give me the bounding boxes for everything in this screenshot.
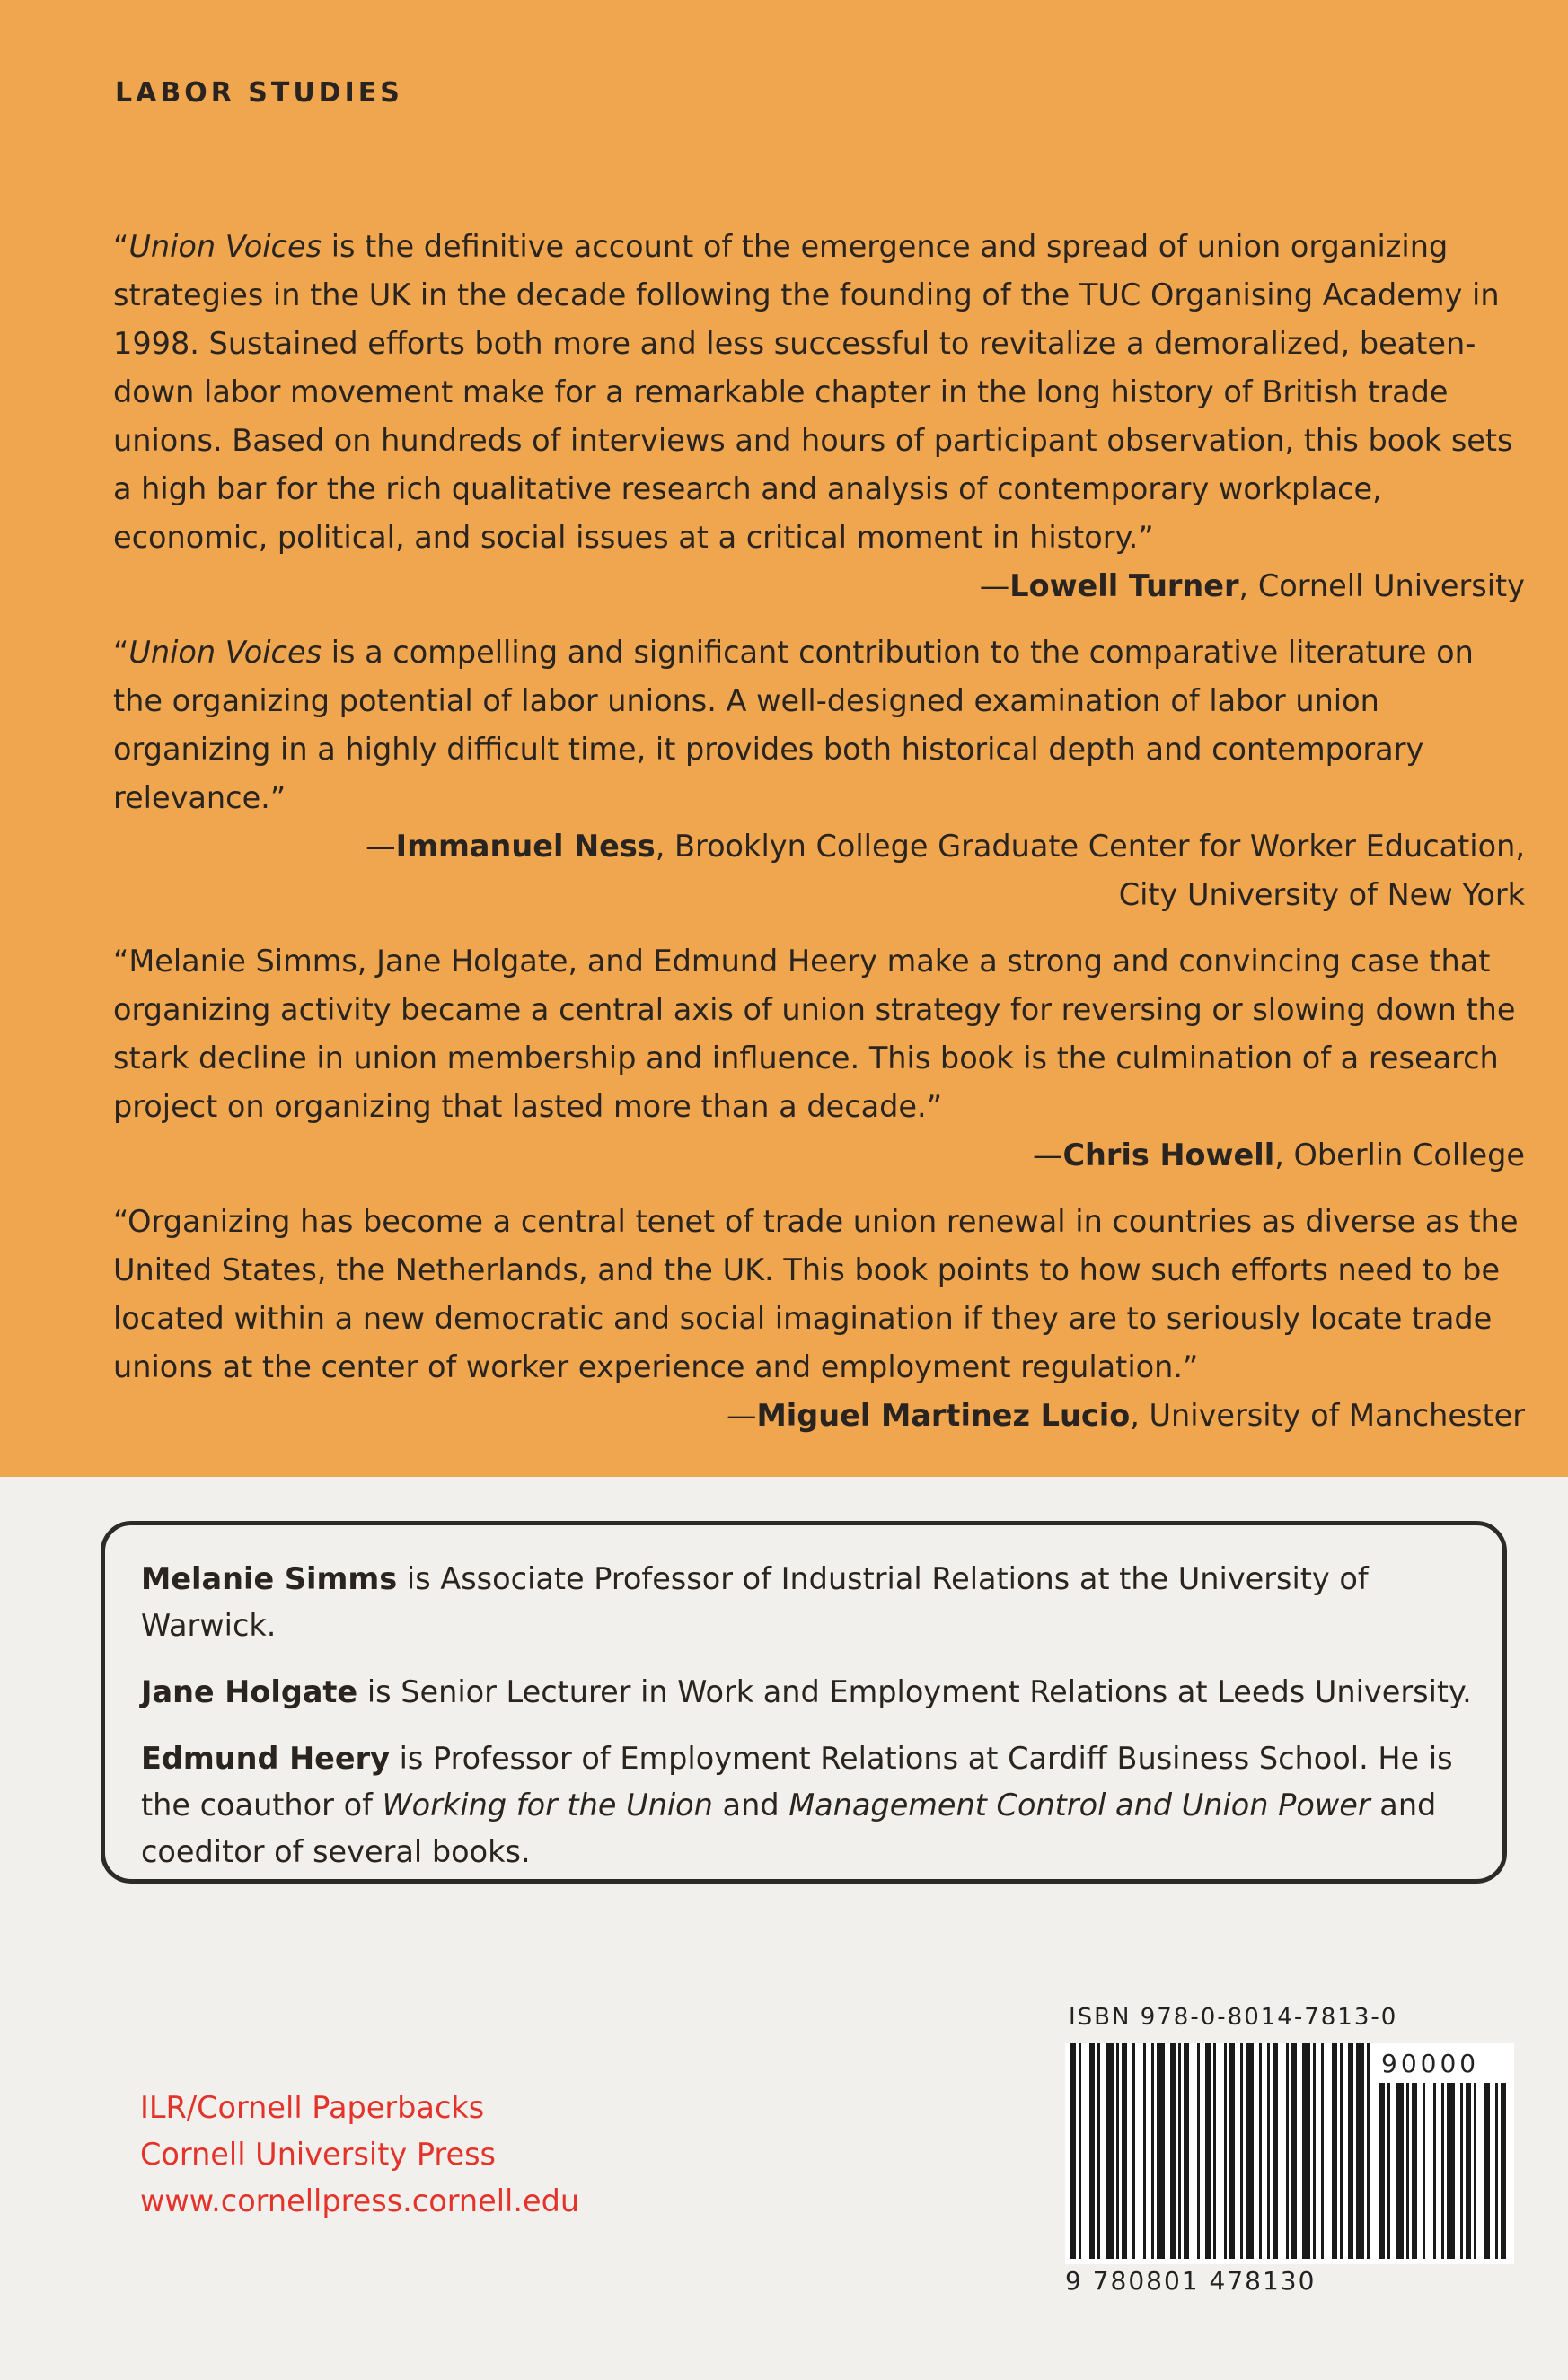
barcode-bar	[1070, 2043, 1076, 2259]
barcode-bar	[1340, 2043, 1343, 2259]
quote-book-title: Union Voices	[128, 229, 322, 264]
barcode-bar	[1197, 2043, 1200, 2259]
category-label: LABOR STUDIES	[115, 77, 403, 109]
quote-mark: “	[113, 1204, 128, 1239]
publisher-website[interactable]: www.cornellpress.cornell.edu	[140, 2183, 580, 2218]
barcode-bar	[1122, 2043, 1127, 2259]
addon-barcode-bar	[1379, 2083, 1385, 2259]
barcode-bar	[1229, 2043, 1235, 2259]
book-title: Working for the Union	[382, 1787, 713, 1822]
endorsement-attribution	[113, 562, 1525, 610]
endorser-name: Immanuel Ness	[395, 829, 656, 864]
addon-barcode-bar	[1460, 2083, 1463, 2259]
author-name: Melanie Simms	[141, 1561, 398, 1596]
barcode-bar	[1157, 2043, 1165, 2259]
quote-mark: “	[113, 944, 129, 979]
barcode-bar	[1367, 2043, 1370, 2259]
endorsement-3	[113, 937, 1525, 1180]
author-bio	[141, 1735, 1479, 1875]
addon-barcode-bar	[1423, 2083, 1425, 2259]
addon-barcode-bar	[1466, 2083, 1471, 2259]
quote-text: Organizing has become a central tenet of trade union renewal in countries as diverse as the United States, the Netherlands, and the UK. This book points to how such efforts need to be located within a new democratic and social imagination if they are to seriously locate trade unions at the center of worker experience and employment regulation.”	[113, 1204, 1519, 1384]
endorser-affiliation: , Cornell University	[1238, 568, 1525, 603]
author-bio-text: is Associate Professor of Industrial Relations at the University of Warwick.	[141, 1561, 1369, 1643]
addon-barcode-bar	[1495, 2083, 1498, 2259]
addon-barcode-bar	[1396, 2083, 1404, 2259]
barcode-bar	[1213, 2043, 1216, 2259]
endorsement-1	[113, 223, 1525, 610]
endorser-affiliation: , Oberlin College	[1274, 1137, 1525, 1172]
barcode-digits: 9 780801 478130	[1065, 2266, 1317, 2296]
barcode-bar	[1291, 2043, 1297, 2259]
barcode-bar	[1246, 2043, 1254, 2259]
barcode-bar	[1224, 2043, 1227, 2259]
quote-book-title: Union Voices	[128, 635, 322, 670]
addon-barcode-bar	[1441, 2083, 1444, 2259]
barcode-bar	[1184, 2043, 1189, 2259]
quote-text: is the definitive account of the emergence and spread of union organizing strategies in the UK in the decade following the founding of the TUC Organising Academy in 1998. Sustained efforts both more and less successful to revitalize a demoralized, beaten-down labor movement make for a remarkable chapter in the long history of British trade unions. Based on hundreds of interviews and hours of participant observation, this book sets a high bar for the rich qualitative research and analysis of contemporary workplace, economic, political, and social issues at a critical moment in history.”	[113, 229, 1513, 555]
book-title: Management Control and Union Power	[788, 1787, 1370, 1822]
endorsements	[113, 223, 1525, 1458]
endorsement-quote	[113, 628, 1525, 822]
author-bio-text: and	[712, 1787, 789, 1822]
isbn-label: ISBN 978-0-8014-7813-0	[1069, 2004, 1398, 2031]
barcode-bar	[1321, 2043, 1324, 2259]
dash: —	[366, 829, 396, 864]
barcode-bar	[1286, 2043, 1289, 2259]
endorser-name: Lowell Turner	[1009, 568, 1239, 603]
endorser-name: Miguel Martinez Lucio	[756, 1398, 1131, 1433]
quote-mark: “	[113, 635, 129, 670]
author-bio-text: and coeditor of several books.	[141, 1787, 1437, 1869]
barcode-bar	[1348, 2043, 1353, 2259]
barcode-bar	[1106, 2043, 1114, 2259]
addon-barcode-bar	[1447, 2083, 1455, 2259]
endorsement-quote	[113, 1198, 1525, 1392]
addon-barcode-bar	[1433, 2083, 1436, 2259]
barcode-bar	[1170, 2043, 1176, 2259]
publisher-imprint: ILR/Cornell Paperbacks	[140, 2090, 485, 2125]
barcode-bar	[1116, 2043, 1119, 2259]
quote-mark: “	[113, 229, 129, 264]
endorsement-attribution	[113, 1131, 1525, 1180]
author-name: Jane Holgate	[141, 1674, 358, 1709]
endorsement-attribution	[113, 822, 1525, 919]
endorsement-4	[113, 1198, 1525, 1440]
price-code: 90000	[1381, 2049, 1480, 2078]
addon-barcode-bar	[1501, 2083, 1506, 2259]
barcode-bar	[1132, 2043, 1135, 2259]
endorser-affiliation-line2: City University of New York	[1118, 877, 1525, 912]
publisher-press: Cornell University Press	[140, 2137, 496, 2172]
barcode-bar	[1267, 2043, 1270, 2259]
barcode-bar	[1302, 2043, 1310, 2259]
endorser-name: Chris Howell	[1062, 1137, 1275, 1172]
endorser-affiliation: , Brooklyn College Graduate Center for Worker Education,	[655, 829, 1525, 864]
endorsement-2	[113, 628, 1525, 919]
barcode-bar	[1332, 2043, 1337, 2259]
barcode-bar	[1151, 2043, 1154, 2259]
endorsement-quote	[113, 223, 1525, 562]
dash: —	[1032, 1137, 1063, 1172]
addon-barcode-bar	[1387, 2083, 1390, 2259]
quote-text: is a compelling and significant contribution to the comparative literature on the organizing potential of labor unions. A well-designed examination of labor union organizing in a highly difficult time, it provides both historical depth and contemporary relevance.”	[113, 635, 1474, 815]
dash: —	[979, 568, 1010, 603]
dash: —	[726, 1398, 757, 1433]
barcode-bar	[1356, 2043, 1364, 2259]
endorsement-quote	[113, 937, 1525, 1131]
author-bio-box	[101, 1521, 1507, 1884]
barcode-bar	[1178, 2043, 1181, 2259]
barcode-bar	[1205, 2043, 1211, 2259]
addon-barcode-bar	[1474, 2083, 1476, 2259]
author-bio-text: is Senior Lecturer in Work and Employment Relations at Leeds University.	[357, 1674, 1472, 1709]
quote-text: Melanie Simms, Jane Holgate, and Edmund Heery make a strong and convincing case that organizing activity became a central axis of union strategy for reversing or slowing down the stark decline in union membership and influence. This book is the culmination of a research project on organizing that lasted more than a decade.”	[113, 944, 1516, 1124]
barcode-bar	[1240, 2043, 1243, 2259]
publisher-info	[140, 2085, 579, 2225]
barcode-bar	[1313, 2043, 1316, 2259]
barcode-bar	[1089, 2043, 1095, 2259]
endorsement-attribution	[113, 1392, 1525, 1440]
barcode-bar	[1097, 2043, 1100, 2259]
author-bio	[141, 1669, 1479, 1716]
author-bios	[141, 1556, 1479, 1895]
barcode-bar	[1143, 2043, 1146, 2259]
author-bio-text: is Professor of Employment Relations at Cardiff Business School. He is the coauthor of	[141, 1741, 1453, 1822]
addon-barcode-bar	[1406, 2083, 1409, 2259]
barcode-bar	[1273, 2043, 1278, 2259]
isbn-barcode	[1065, 2004, 1514, 2296]
addon-barcode-bar	[1412, 2083, 1417, 2259]
endorser-affiliation: , University of Manchester	[1130, 1398, 1525, 1433]
addon-barcode-bar	[1484, 2083, 1490, 2259]
author-bio	[141, 1556, 1479, 1649]
barcode-bar	[1079, 2043, 1081, 2259]
barcode-bar	[1259, 2043, 1262, 2259]
author-name: Edmund Heery	[141, 1741, 390, 1776]
